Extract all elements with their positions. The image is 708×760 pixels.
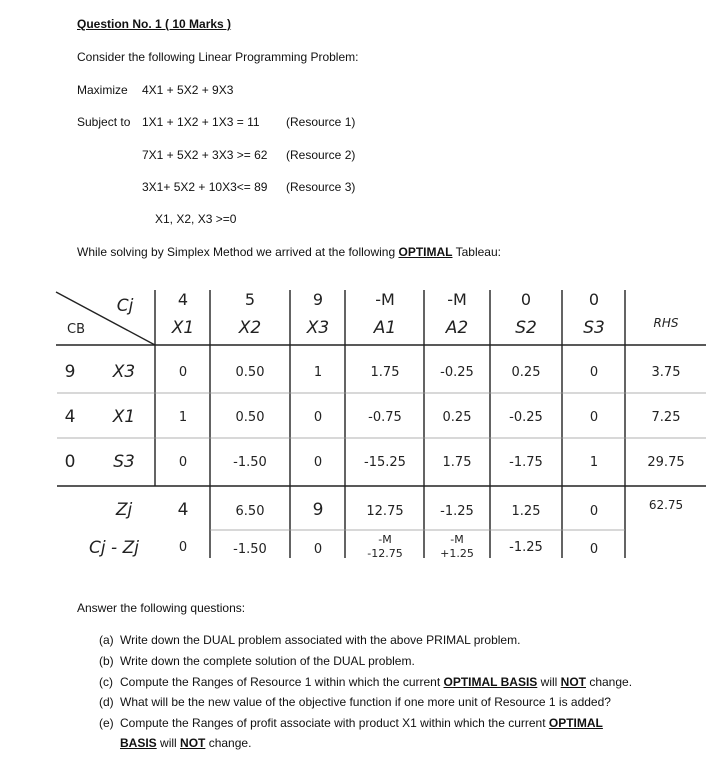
question-text: will [537,675,561,689]
cj-x2: 5 [244,290,256,309]
zj-x2: 6.50 [235,504,265,519]
row1-cb: 9 [64,362,76,382]
constraint-2-expression: 7X1 + 5X2 + 3X3 >= 62 [142,148,268,162]
cjzj-s3: 0 [589,542,599,557]
constraint-1-expression: 1X1 + 1X2 + 1X3 = 11 [142,115,260,129]
cjzj-label: Cj - Zj [89,538,139,558]
corner-cb-label: CB [67,322,85,337]
tableau-intro-after: Tableau: [452,245,501,259]
cjzj-a1-top: -M [378,533,392,546]
intro-text: Consider the following Linear Programming Problem: [77,50,359,64]
cjzj-x2: -1.50 [233,542,267,557]
row3-cb: 0 [64,452,76,472]
var-s2: S2 [515,318,537,338]
row2-a1: -0.75 [368,410,402,425]
var-x2: X2 [238,318,262,338]
question-emphasis: BASIS [120,736,157,750]
row3-x1: 0 [178,455,188,470]
row1-x3: 1 [313,365,323,380]
row2-basis: X1 [112,407,136,427]
cj-s2: 0 [520,290,532,309]
question-text: change. [586,675,633,689]
zj-x3: 9 [312,500,324,520]
question-letter: (b) [99,654,114,668]
row2-x3: 0 [313,410,323,425]
row2-x2: 0.50 [235,410,265,425]
row1-s3: 0 [589,365,599,380]
question-item-3 [99,675,632,689]
question-text: Write down the complete solution of the DUAL problem. [120,654,415,668]
question-text: Write down the DUAL problem associated with the above PRIMAL problem. [120,633,521,647]
corner-cj-label: Cj [116,296,134,316]
nonnegativity-constraint: X1, X2, X3 >=0 [155,212,237,226]
question-item-4 [99,695,611,709]
var-x3: X3 [306,318,330,338]
cjzj-x3: 0 [313,542,323,557]
objective-expression: 4X1 + 5X2 + 9X3 [142,83,234,97]
var-a2: A2 [445,318,469,338]
row3-basis: S3 [113,452,135,472]
question-emphasis: OPTIMAL [548,716,603,730]
row1-x2: 0.50 [235,365,265,380]
cj-x1: 4 [177,290,189,309]
question-letter: (e) [99,716,114,730]
tableau-intro-before: While solving by Simplex Method we arrived at the following [77,245,399,259]
cj-a1: -M [375,290,395,309]
cjzj-s2: -1.25 [509,540,543,555]
constraint-2-resource: (Resource 2) [286,148,356,162]
question-text: will [156,736,181,750]
question-item-5 [99,716,603,730]
row2-a2: 0.25 [442,410,472,425]
question-item-1 [99,633,520,647]
question-title: Question No. 1 ( 10 Marks ) [77,17,232,31]
cj-x3: 9 [312,290,324,309]
zj-a2: -1.25 [440,504,474,519]
constraint-3-resource: (Resource 3) [286,180,356,194]
row1-rhs: 3.75 [651,365,681,380]
question-emphasis: NOT [180,736,206,750]
cjzj-x1: 0 [178,540,188,555]
row2-rhs: 7.25 [651,410,681,425]
rhs-label: RHS [653,316,679,330]
row1-a2: -0.25 [440,365,474,380]
question-letter: (a) [99,633,114,647]
var-x1: X1 [171,318,195,338]
zj-s3: 0 [589,504,599,519]
subject-to-label: Subject to [77,115,131,129]
row3-rhs: 29.75 [647,455,685,470]
zj-a1: 12.75 [366,504,404,519]
var-s3: S3 [583,318,605,338]
question-letter: (d) [99,695,114,709]
cj-a2: -M [447,290,467,309]
question-emphasis: NOT [560,675,586,689]
question-emphasis: OPTIMAL BASIS [443,675,538,689]
row3-a2: 1.75 [442,455,472,470]
objective-label: Maximize [77,83,128,97]
row3-x3: 0 [313,455,323,470]
question-text: change. [205,736,252,750]
question-letter: (c) [99,675,113,689]
row3-a1: -15.25 [364,455,406,470]
question-text: Compute the Ranges of Resource 1 within which the current [120,675,444,689]
row3-s3: 1 [589,455,599,470]
row2-s3: 0 [589,410,599,425]
cjzj-a2-top: -M [450,533,464,546]
row1-a1: 1.75 [370,365,400,380]
zj-rhs: 62.75 [648,498,684,512]
zj-s2: 1.25 [511,504,541,519]
constraint-3-expression: 3X1+ 5X2 + 10X3<= 89 [142,180,268,194]
row3-s2: -1.75 [509,455,543,470]
zj-x1: 4 [177,500,189,520]
question-item-2 [99,654,415,668]
row1-basis: X3 [112,362,136,382]
var-a1: A1 [373,318,397,338]
zj-label: Zj [115,500,133,520]
row2-cb: 4 [64,407,76,427]
row2-x1: 1 [178,410,188,425]
row3-x2: -1.50 [233,455,267,470]
cj-s3: 0 [588,290,600,309]
cjzj-a1-bottom: -12.75 [367,547,403,560]
row1-s2: 0.25 [511,365,541,380]
row1-x1: 0 [178,365,188,380]
question-text: What will be the new value of the objective function if one more unit of Resource 1 is added? [120,695,611,709]
question-text: Compute the Ranges of profit associate with product X1 within which the current [120,716,549,730]
question-item-6 [99,736,251,750]
answer-label: Answer the following questions: [77,601,246,615]
tableau-intro-optimal: OPTIMAL [398,245,453,259]
constraint-1-resource: (Resource 1) [286,115,356,129]
cjzj-a2-bottom: +1.25 [440,547,474,560]
row2-s2: -0.25 [509,410,543,425]
